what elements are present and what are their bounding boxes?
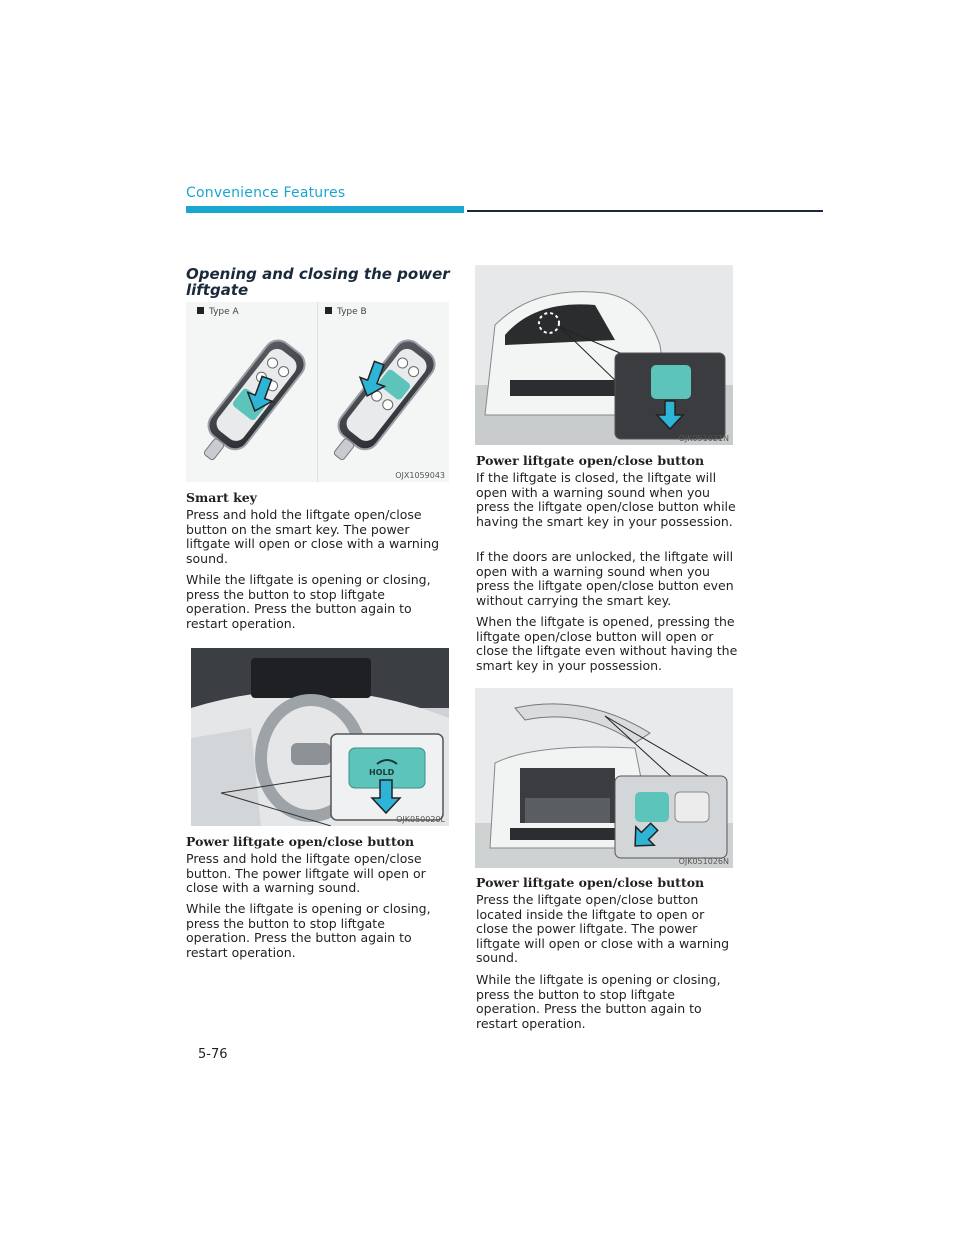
paragraph: When the liftgate is opened, pressing the liftgate open/close button will open or close the liftgate even without having the smart key in your possession. — [476, 614, 738, 673]
smart-key-type-a — [191, 335, 311, 471]
paragraph: Press the liftgate open/close button located inside the liftgate to open or close the power liftgate. The power liftgate will open or close with a warning sound. — [476, 892, 730, 966]
smart-key-figure — [186, 302, 449, 482]
open-liftgate-illustration — [475, 688, 733, 868]
section-header: Convenience Features — [186, 185, 346, 201]
dashboard-illustration — [191, 648, 449, 826]
figure-code: OJX1059043 — [395, 471, 445, 480]
dashboard-figure — [191, 648, 449, 826]
paragraph: If the doors are unlocked, the liftgate will open with a warning sound when you press the liftgate open/close button even without carrying the smart key. — [476, 549, 734, 608]
section-title: Opening and closing the power liftgate — [186, 265, 450, 299]
type-a-label: Type A — [197, 307, 239, 317]
open-liftgate-figure — [475, 688, 733, 868]
paragraph: Press and hold the liftgate open/close button. The power liftgate will open or close with a warning sound. — [186, 851, 426, 896]
header-accent-rule — [186, 206, 464, 213]
type-b-label: Type B — [325, 307, 367, 317]
caption-smart-key: Smart key — [186, 490, 257, 505]
paragraph: While the liftgate is opening or closing, press the button to stop liftgate operation. Press the button again to restart operation. — [186, 901, 431, 960]
figure-code: OJK051026N — [678, 857, 729, 866]
paragraph: If the liftgate is closed, the liftgate will open with a warning sound when you press the liftgate open/close button while having the smart key in your possession. — [476, 470, 736, 529]
rear-car-figure — [475, 265, 733, 445]
page-number: 5-76 — [198, 1047, 228, 1062]
hold-button-label: HOLD — [369, 768, 395, 777]
caption-power-liftgate: Power liftgate open/close button — [476, 875, 705, 890]
figure-code: OJK051021N — [678, 434, 729, 443]
smart-key-type-b — [321, 335, 441, 471]
paragraph: While the liftgate is opening or closing, press the button to stop liftgate operation. Press the button again to restart operation. — [186, 572, 431, 631]
caption-power-liftgate: Power liftgate open/close button — [186, 834, 415, 849]
paragraph: While the liftgate is opening or closing, press the button to stop liftgate operation. Press the button again to restart operation. — [476, 972, 721, 1031]
smart-key-illustration — [186, 302, 449, 482]
header-rule — [467, 210, 823, 212]
rear-car-illustration — [475, 265, 733, 445]
caption-power-liftgate: Power liftgate open/close button — [476, 453, 705, 468]
paragraph: Press and hold the liftgate open/close button on the smart key. The power liftgate will open or close with a warning sound. — [186, 507, 440, 566]
figure-code: OJK050020L — [396, 815, 445, 824]
